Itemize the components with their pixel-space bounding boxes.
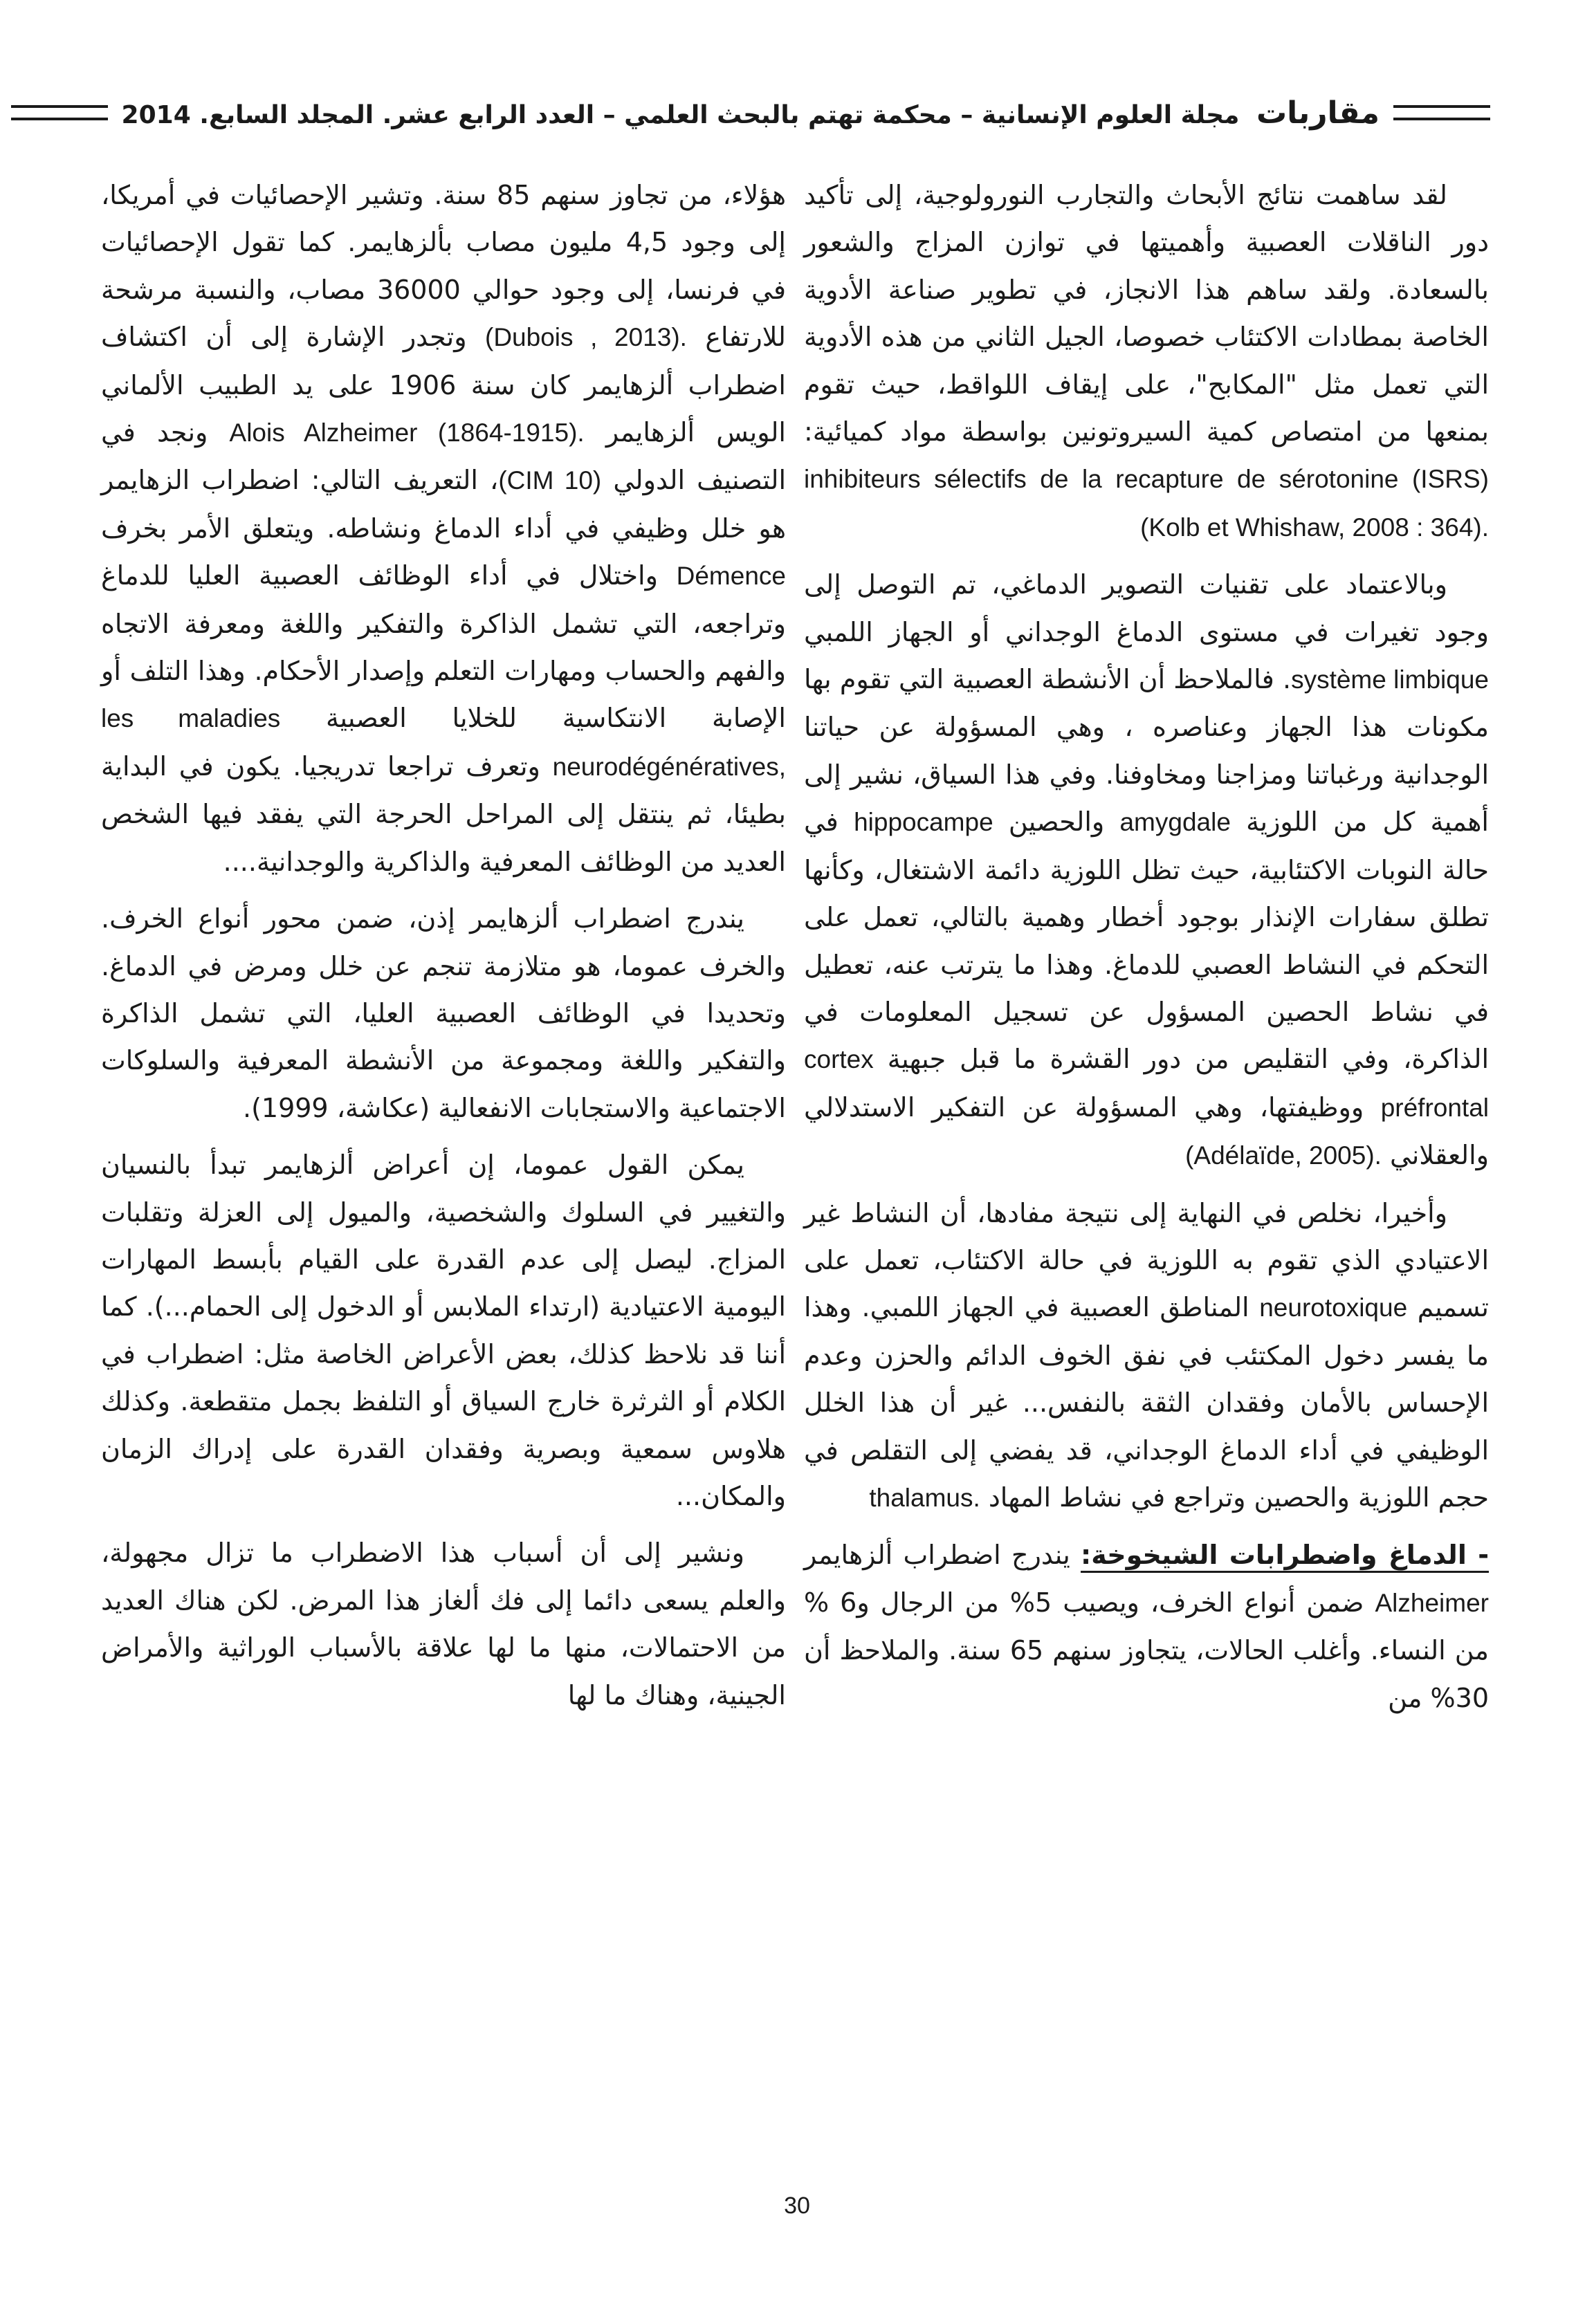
latin-term: Alois Alzheimer (1864-1915).	[229, 418, 585, 448]
latin-term: Démence	[676, 562, 786, 591]
page-number: 30	[784, 2193, 810, 2219]
latin-term: hippocampe	[854, 808, 993, 837]
latin-term: thalamus.	[869, 1483, 980, 1512]
latin-term: Alzheimer	[1375, 1588, 1489, 1617]
journal-name: مقاربات	[1256, 95, 1380, 131]
latin-term: amygdale	[1119, 808, 1231, 837]
citation: (Adélaïde, 2005).	[1185, 1141, 1382, 1170]
citation: (Kolb et Whishaw, 2008 : 364).	[1140, 513, 1489, 542]
latin-term: les maladies neurodégénératives,	[101, 704, 786, 781]
latin-term: cortex préfrontal	[804, 1045, 1489, 1122]
header-rule-left	[11, 105, 108, 120]
latin-term: (CIM 10)	[498, 466, 602, 495]
latin-term: neurotoxique	[1259, 1293, 1408, 1322]
paragraph: ونشير إلى أن أسباب هذا الاضطراب ما تزال مجهولة، والعلم يسعى دائما إلى فك ألغاز هذا المرض. لكن هناك العديد من الاحتمالات، منها ما لها علاقة بالأسباب الوراثية والأمراض الجينية، وهناك ما لها	[101, 1538, 786, 1710]
paragraph: هؤلاء، من تجاوز سنهم 85 سنة. وتشير الإحصائيات في أمريكا، إلى وجود 4,5 مليون مصاب بألزهايمر. كما تقول الإحصائيات في فرنسا، إلى وجود حوالي 36000 مصاب، والنسبة مرشحة للارتفاع (Dubois , 2013). وتجدر الإشارة إلى أن اكتشاف اضطراب ألزهايمر كان سنة 1906 على يد الطبيب الألماني الويس ألزهايمر Alois Alzheimer (1864-1915). ونجد في التصنيف الدولي (CIM 10)، التعريف التالي: اضطراب الزهايمر هو خلل وظيفي في أداء الدماغ ونشاطه. ويتعلق الأمر بخرف Démence واختلال في أداء الوظائف العصبية العليا للدماغ وتراجعه، التي تشمل الذاكرة والتفكير واللغة ومعرفة الاتجاه والفهم والحساب ومهارات التعلم وإصدار الأحكام. وهذا التلف أو الإصابة الانتكاسية للخلايا العصبية les maladies neurodégénératives, وتعرف تراجعا تدريجيا. يكون في البداية بطيئا، ثم ينتقل إلى المراحل الحرجة التي يفقد فيها الشخص العديد من الوظائف المعرفية والذاكرية والوجدانية....	[101, 180, 786, 877]
paragraph: وأخيرا، نخلص في النهاية إلى نتيجة مفادها، أن النشاط غير الاعتيادي الذي تقوم به اللوزية في حالة الاكتئاب، تعمل على تسميم neurotoxique المناطق العصبية في الجهاز اللمبي. وهذا ما يفسر دخول المكتئب في نفق الخوف الدائم والحزن وعدم الإحساس بالأمان وفقدان الثقة بالنفس... غير أن هذا الخلل الوظيفي في أداء الدماغ الوجداني، قد يفضي إلى التقلص في حجم اللوزية والحصين وتراجع في نشاط المهاد thalamus.	[804, 1197, 1489, 1513]
right-column	[804, 172, 1489, 1731]
latin-term: inhibiteurs sélectifs de la recapture de sérotonine (ISRS)	[804, 465, 1489, 494]
paragraph: - الدماغ واضطرابات الشيخوخة: يندرج اضطراب ألزهايمر Alzheimer ضمن أنواع الخرف، ويصيب 5% من الرجال و6 % من النساء. وأغلب الحالات، يتجاوز سنهم 65 سنة. والملاحظ أن 30% من	[804, 1540, 1489, 1713]
paragraph: وبالاعتماد على تقنيات التصوير الدماغي، تم التوصل إلى وجود تغيرات في مستوى الدماغ الوجداني أو الجهاز اللمبي système limbique. فالملاحظ أن الأنشطة العصبية التي تقوم بها مكونات هذا الجهاز وعناصره ، وهي المسؤولة عن حياتنا الوجدانية ورغباتنا ومزاجنا ومخاوفنا. وفي هذا السياق، نشير إلى أهمية كل من اللوزية amygdale والحصين hippocampe في حالة النوبات الاكتئابية، حيث تظل اللوزية دائمة الاشتغال، وكأنها تطلق سفارات الإنذار بوجود أخطار وهمية بالتالي، تعمل على التحكم في النشاط العصبي للدماغ. وهذا ما يترتب عنه، تعطيل في نشاط الحصين المسؤول عن تسجيل المعلومات في الذاكرة، وفي التقليص من دور القشرة ما قبل جبهية cortex préfrontal ووظيفتها، وهي المسؤولة عن التفكير الاستدلالي والعقلاني (Adélaïde, 2005).	[804, 569, 1489, 1171]
header-text	[108, 95, 1393, 131]
citation: (Dubois , 2013).	[485, 323, 687, 352]
paragraph: يندرج اضطراب ألزهايمر إذن، ضمن محور أنواع الخرف. والخرف عموما، هو متلازمة تنجم عن خلل ومرض في الدماغ. وتحديدا في الوظائف العصبية العليا، التي تشمل الذاكرة والتفكير واللغة ومجموعة من الأنشطة المعرفية والسلوكات الاجتماعية والاستجابات الانفعالية (عكاشة، 1999).	[101, 903, 786, 1123]
journal-subtitle: مجلة العلوم الإنسانية – محكمة تهتم بالبحث العلمي – العدد الرابع عشر. المجلد السابع.	[199, 100, 1240, 129]
left-column	[101, 172, 786, 1728]
running-header	[104, 89, 1490, 137]
journal-year: 2014	[121, 100, 191, 129]
paragraph: لقد ساهمت نتائج الأبحاث والتجارب النورولوجية، إلى تأكيد دور الناقلات العصبية وأهميتها في توازن المزاج والشعور بالسعادة. ولقد ساهم هذا الانجاز، في تطوير صناعة الأدوية الخاصة بمطادات الاكتئاب خصوصا، الجيل الثاني من هذه الأدوية التي تعمل مثل "المكابح"، على إيقاف اللواقط، حيث تقوم بمنعها من امتصاص كمية السيروتونين بواسطة مواد كميائية: inhibiteurs sélectifs de la recapture de sérotonine (ISRS) (Kolb et Whishaw, 2008 : 364).	[804, 180, 1489, 542]
header-rule-right	[1393, 105, 1490, 120]
latin-term: système limbique	[1291, 665, 1489, 694]
paragraph: يمكن القول عموما، إن أعراض ألزهايمر تبدأ بالنسيان والتغيير في السلوك والشخصية، والميول إلى العزلة وتقلبات المزاج. ليصل إلى عدم القدرة على القيام بأبسط المهارات اليومية الاعتيادية (ارتداء الملابس أو الدخول إلى الحمام...). كما أننا قد نلاحظ كذلك، بعض الأعراض الخاصة مثل: اضطراب في الكلام أو الثرثرة خارج السياق أو التلفظ بجمل متقطعة. وكذلك هلاوس سمعية وبصرية وفقدان القدرة على إدراك الزمان والمكان...	[101, 1150, 786, 1511]
section-heading: - الدماغ واضطرابات الشيخوخة:	[1081, 1540, 1489, 1571]
